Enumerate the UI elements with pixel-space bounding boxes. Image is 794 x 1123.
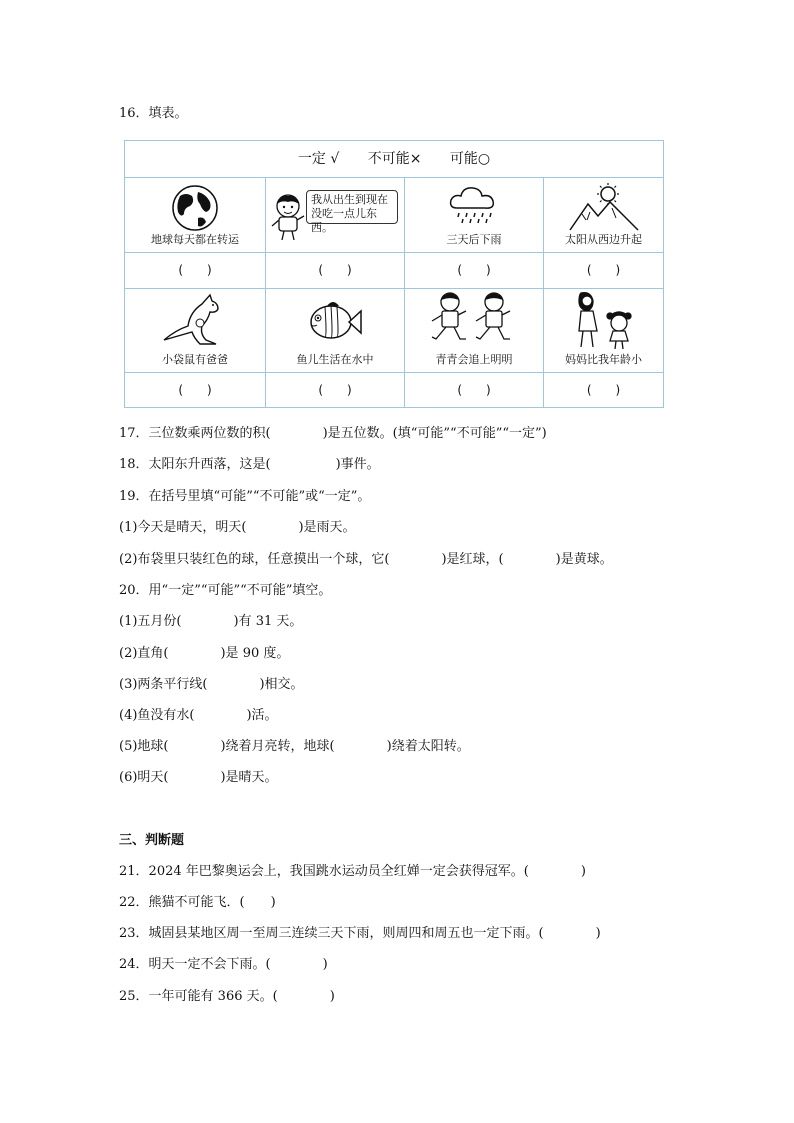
fish-icon — [307, 299, 363, 345]
answer-paren: ( ) — [457, 383, 491, 397]
cell-globe — [125, 178, 266, 253]
speech-bubble — [306, 190, 398, 234]
question-20-2: (2)直角( )是 90 度。 — [119, 646, 290, 661]
cell-mother — [544, 289, 663, 373]
caption: 小袋鼠有爸爸 — [162, 353, 228, 366]
table-legend — [125, 141, 663, 178]
question-17: 17．三位数乘两位数的积( )是五位数。(填“可能”“不可能”“一定”) — [119, 426, 547, 441]
cell-kangaroo — [125, 289, 266, 373]
answer-cell[interactable] — [405, 253, 544, 289]
caption: 妈妈比我年龄小 — [565, 353, 642, 366]
answer-cell[interactable] — [125, 253, 266, 289]
question-18: 18．太阳东升西落，这是( )事件。 — [119, 457, 380, 472]
answer-paren: ( ) — [457, 263, 491, 277]
legend-possible: 可能○ — [449, 151, 491, 167]
question-21: 21．2024 年巴黎奥运会上，我国跳水运动员全红婵一定会获得冠军。( ) — [119, 864, 586, 879]
answer-cell[interactable] — [405, 373, 544, 407]
question-20-4: (4)鱼没有水( )活。 — [119, 708, 278, 723]
question-20-6: (6)明天( )是晴天。 — [119, 770, 278, 785]
caption: 鱼儿生活在水中 — [296, 353, 374, 366]
cell-fish — [266, 289, 405, 373]
sun-mountain-icon — [568, 182, 640, 232]
running-kids-icon — [426, 291, 522, 349]
caption: 太阳从西边升起 — [565, 233, 642, 246]
question-24: 24．明天一定不会下雨。( ) — [119, 957, 328, 972]
cell-boy-speech — [266, 178, 405, 253]
question-19-1: (1)今天是晴天，明天( )是雨天。 — [119, 520, 356, 535]
answer-cell[interactable] — [266, 253, 405, 289]
answer-paren: ( ) — [318, 383, 352, 397]
question-19: 19．在括号里填“可能”“不可能”或“一定”。 — [119, 489, 371, 504]
answer-paren: ( ) — [586, 263, 621, 277]
answer-cell[interactable] — [266, 373, 405, 407]
cell-running — [405, 289, 544, 373]
answer-cell[interactable] — [544, 253, 663, 289]
answer-cell[interactable] — [125, 373, 266, 407]
section-3-heading: 三、判断题 — [119, 833, 185, 848]
fill-table — [124, 140, 664, 408]
answer-paren: ( ) — [178, 383, 212, 397]
question-25: 25．一年可能有 366 天。( ) — [119, 989, 335, 1004]
cell-sun — [544, 178, 663, 253]
question-20-3: (3)两条平行线( )相交。 — [119, 677, 304, 692]
caption: 青青会追上明明 — [435, 353, 513, 366]
speech-line-2: 没吃一点儿东西。 — [311, 207, 377, 234]
caption: 三天后下雨 — [446, 233, 502, 246]
answer-paren: ( ) — [586, 383, 621, 397]
globe-icon — [170, 184, 220, 232]
legend-certain: 一定 √ — [297, 151, 340, 167]
kangaroo-icon — [162, 293, 228, 349]
cell-rain — [405, 178, 544, 253]
answer-cell[interactable] — [544, 373, 663, 407]
question-20: 20．用“一定”“可能”“不可能”填空。 — [119, 583, 332, 598]
rain-cloud-icon — [447, 186, 501, 226]
question-20-5: (5)地球( )绕着月亮转，地球( )绕着太阳转。 — [119, 739, 470, 754]
q16-title: 16．填表。 — [119, 106, 188, 121]
caption: 地球每天都在转运 — [151, 233, 239, 246]
question-19-2: (2)布袋里只装红色的球，任意摸出一个球，它( )是红球，( )是黄球。 — [119, 552, 613, 567]
answer-paren: ( ) — [178, 263, 212, 277]
question-20-1: (1)五月份( )有 31 天。 — [119, 614, 303, 629]
boy-speech-icon — [270, 192, 306, 242]
mother-daughter-icon — [569, 291, 639, 351]
legend-impossible: 不可能× — [367, 151, 422, 167]
question-22: 22．熊猫不可能飞．( ) — [119, 895, 276, 910]
speech-line-1: 我从出生到现在 — [311, 193, 388, 206]
answer-paren: ( ) — [318, 263, 352, 277]
question-23: 23．城固县某地区周一至周三连续三天下雨，则周四和周五也一定下雨。( ) — [119, 926, 601, 941]
